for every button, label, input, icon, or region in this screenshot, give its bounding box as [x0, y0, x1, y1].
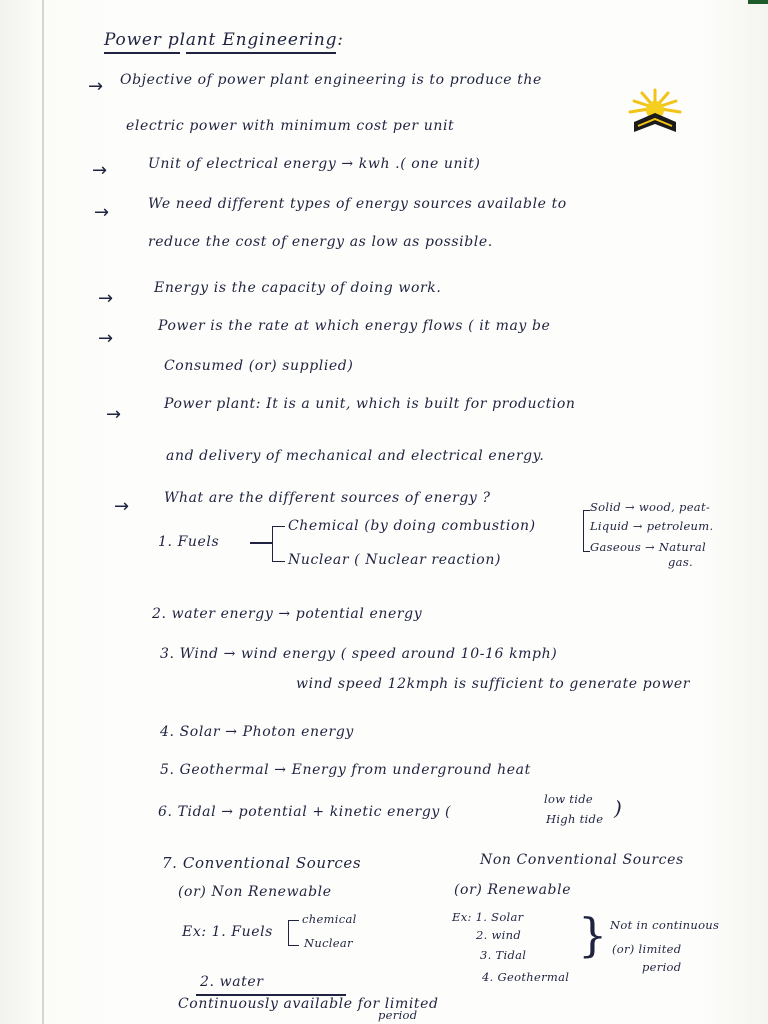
paren-close: ) [614, 796, 623, 820]
sub-bracket [583, 510, 590, 552]
logo-icon [620, 86, 690, 142]
title-underline [104, 52, 180, 54]
conv-chemical: chemical [302, 912, 357, 926]
page-title: Power plant Engineering: [104, 30, 344, 50]
conventional-heading: 7. Conventional Sources [162, 854, 362, 872]
power-line-1: Power is the rate at which energy flows ( it may be [158, 318, 551, 334]
title-underline [186, 52, 336, 54]
gaseous-branch: Gaseous → Natural [590, 540, 707, 554]
limited-text: (or) limited [612, 942, 682, 956]
solid-branch: Solid → wood, peat- [590, 500, 711, 514]
arrow-icon: → [114, 496, 130, 517]
wind-note: wind speed 12kmph is sufficient to generate power [296, 676, 691, 692]
non-conventional-heading: Non Conventional Sources [480, 852, 684, 868]
renewable-label: (or) Renewable [454, 882, 572, 898]
nc-geothermal: 4. Geothermal [482, 970, 570, 984]
high-tide: High tide [546, 812, 604, 826]
liquid-branch: Liquid → petroleum. [590, 519, 714, 533]
period-text: period [378, 1008, 418, 1022]
power-plant-line-2: and delivery of mechanical and electrical energy. [166, 448, 545, 464]
energy-line: Energy is the capacity of doing work. [154, 280, 442, 296]
curly-brace: } [578, 908, 608, 962]
unit-line: Unit of electrical energy → kwh .( one unit) [148, 156, 481, 172]
nc-period: period [642, 960, 682, 974]
objective-line-1: Objective of power plant engineering is to produce the [120, 72, 542, 88]
need-line-2: reduce the cost of energy as low as possible. [148, 234, 493, 250]
low-tide: low tide [544, 792, 593, 806]
need-line-1: We need different types of energy sources available to [148, 196, 567, 212]
nuclear-branch: Nuclear ( Nuclear reaction) [288, 552, 502, 568]
tree-bracket [288, 920, 299, 946]
conv-water: 2. water [200, 974, 264, 990]
tidal-line: 6. Tidal → potential + kinetic energy ( [158, 804, 452, 820]
solar-line: 4. Solar → Photon energy [160, 724, 354, 740]
wind-line: 3. Wind → wind energy ( speed around 10-16 kmph) [160, 646, 558, 662]
arrow-icon: → [94, 202, 110, 223]
nc-tidal: 3. Tidal [480, 948, 527, 962]
gas-word: gas. [668, 555, 693, 569]
sources-question: What are the different sources of energy ? [164, 490, 491, 506]
ex-solar: Ex: 1. Solar [452, 910, 524, 924]
objective-line-2: electric power with minimum cost per unit [126, 118, 455, 134]
power-line-2: Consumed (or) supplied) [164, 358, 354, 374]
arrow-icon: → [98, 328, 114, 349]
tree-bracket [272, 526, 285, 562]
continuously-text: Continuously available for limited [178, 996, 439, 1012]
power-plant-line-1: Power plant: It is a unit, which is built for production [164, 396, 576, 412]
not-continuous: Not in continuous [610, 918, 720, 932]
geothermal-line: 5. Geothermal → Energy from underground heat [160, 762, 531, 778]
corner-mark [748, 0, 768, 4]
chemical-branch: Chemical (by doing combustion) [288, 518, 536, 534]
arrow-icon: → [106, 404, 122, 425]
arrow-icon: → [88, 76, 104, 97]
water-line: 2. water energy → potential energy [152, 606, 423, 622]
ex-fuels: Ex: 1. Fuels [182, 924, 273, 940]
nc-wind: 2. wind [476, 928, 522, 942]
fuels-label: 1. Fuels [158, 534, 220, 550]
arrow-icon: → [92, 160, 108, 181]
non-renewable-label: (or) Non Renewable [178, 884, 332, 900]
conv-nuclear: Nuclear [304, 936, 353, 950]
tree-line [250, 542, 272, 544]
margin-line [42, 0, 44, 1024]
arrow-icon: → [98, 288, 114, 309]
